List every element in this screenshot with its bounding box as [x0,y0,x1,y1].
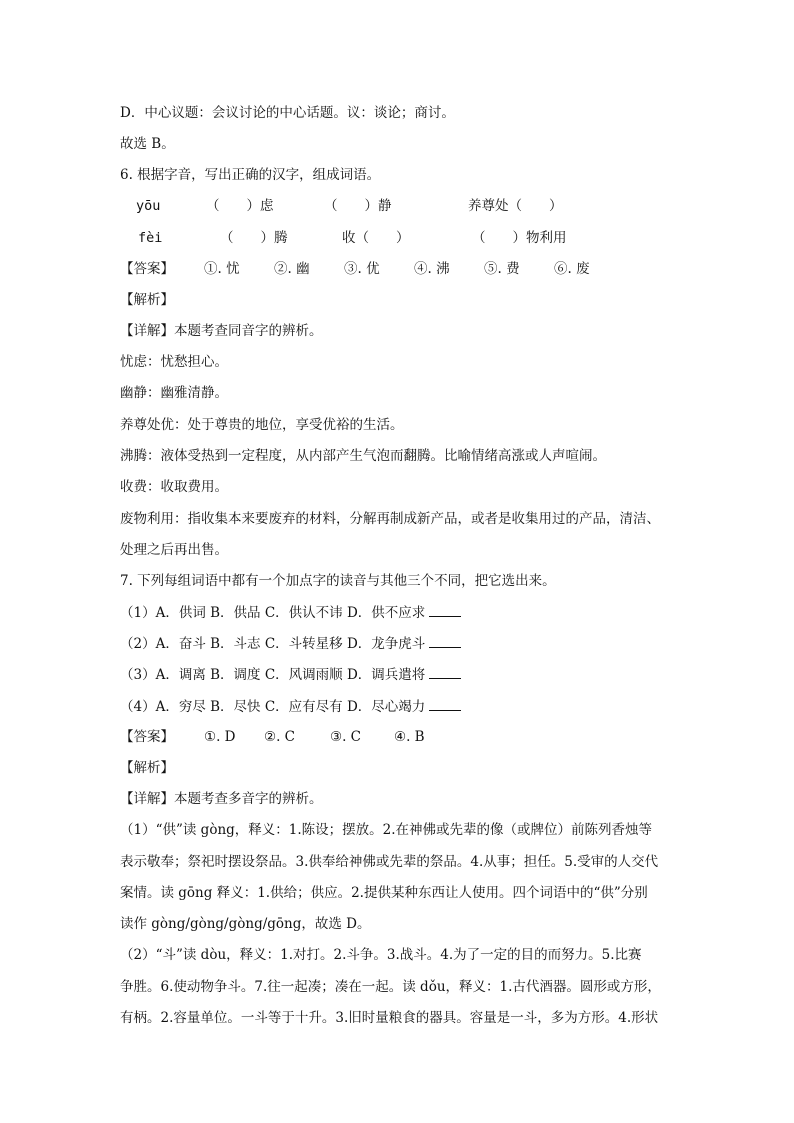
q6-row1-pinyin: yōu [136,198,161,214]
q7-p1-line-4: 读作 gòng/gòng/gòng/gōng，故选 D。 [120,916,371,932]
q7-answer-label: 【答案】 [120,729,174,745]
q7-item-1 [120,603,461,622]
q7-answer-2: ②. C [264,729,296,745]
q7-p2-line-2: 争胜。6.使动物争斗。7.往一起凑；凑在一起。读 dǒu，释义：1.古代酒器。圆形或方形， [120,979,661,995]
q7-title: 7. 下列每组词语中都有一个加点字的读音与其他三个不同，把它选出来。 [120,573,556,589]
q6-def-3: 养尊处优：处于尊贵的地位，享受优裕的生活。 [120,417,404,433]
q7-item-2-blank [429,634,461,648]
q7-item-1-text: （1）A．供词 B．供品 C．供认不讳 D．供不应求 [120,605,426,621]
q7-detail: 【详解】本题考查多音字的辨析。 [120,791,323,807]
q6-row2-word3: （ ）物利用 [472,230,567,246]
q7-p1-line-2: 表示敬奉；祭祀时摆设祭品。3.供奉给神佛或先辈的祭品。4.从事；担任。5.受审的人交代 [120,854,659,870]
d-option-text: D．中心议题：会议讨论的中心话题。议：谈论；商讨。 [120,105,455,121]
q6-row1-word1: （ ）虑 [206,198,274,214]
q7-item-2-text: （2）A．奋斗 B．斗志 C．斗转星移 D．龙争虎斗 [120,636,426,652]
choose-b-text: 故选 B。 [120,136,175,152]
q7-p1-line-1: （1）“供”读 gòng，释义：1.陈设；摆放。2.在神佛或先辈的像（或牌位）前陈列香烛等 [120,822,653,838]
q7-p2-line-1: （2）“斗”读 dòu，释义：1.对打。2.斗争。3.战斗。4.为了一定的目的而努力。5.比赛 [120,947,642,963]
q6-answer-1: ①. 忧 [204,261,240,277]
q6-answer-3: ③. 优 [344,261,380,277]
q6-answer-5: ⑤. 费 [484,261,520,277]
q7-item-4 [120,697,461,716]
q7-answer-1: ①. D [204,729,236,745]
q7-answer-4: ④. B [394,729,425,745]
q6-answer-2: ②. 幽 [274,261,310,277]
q6-title: 6. 根据字音，写出正确的汉字，组成词语。 [120,167,381,183]
q7-item-2 [120,634,461,653]
q6-row2-word1: （ ）腾 [220,230,288,246]
q7-item-3-blank [429,665,461,679]
q7-item-3-text: （3）A．调离 B．调度 C．风调雨顺 D．调兵遣将 [120,667,426,683]
q7-item-4-blank [429,697,461,711]
q7-answer-3: ③. C [330,729,362,745]
q6-answer-label: 【答案】 [120,261,174,277]
q7-item-1-blank [429,603,461,617]
q7-item-4-text: （4）A．穷尽 B．尽快 C．应有尽有 D．尽心竭力 [120,699,426,715]
q6-def-1: 忧虑：忧愁担心。 [120,354,228,370]
q6-def-2: 幽静：幽雅清静。 [120,385,228,401]
q6-row1-word3: 养尊处（ ） [468,198,563,214]
q6-def-6b: 处理之后再出售。 [120,542,228,558]
q7-item-3 [120,665,461,684]
q6-row2-pinyin: fèi [138,230,163,246]
q6-def-4: 沸腾：液体受热到一定程度，从内部产生气泡而翻腾。比喻情绪高涨或人声喧闹。 [120,448,606,464]
q6-answer-6: ⑥. 废 [554,261,590,277]
q7-p2-line-3: 有柄。2.容量单位。一斗等于十升。3.旧时量粮食的器具。容量是一斗，多为方形。4.形状 [120,1010,659,1026]
q6-answer-4: ④. 沸 [414,261,450,277]
q6-def-6a: 废物利用：指收集本来要废弃的材料，分解再制成新产品，或者是收集用过的产品，清洁、 [120,511,660,527]
q7-analysis-label: 【解析】 [120,760,174,776]
q6-analysis-label: 【解析】 [120,292,174,308]
q6-def-5: 收费：收取费用。 [120,479,228,495]
q6-row2-word2: 收（ ） [342,230,410,246]
q7-p1-line-3: 案情。读 gōng 释义：1.供给；供应。2.提供某种东西让人使用。四个词语中的“供”分别 [120,885,648,901]
q6-detail: 【详解】本题考查同音字的辨析。 [120,323,323,339]
q6-row1-word2: （ ）静 [324,198,392,214]
